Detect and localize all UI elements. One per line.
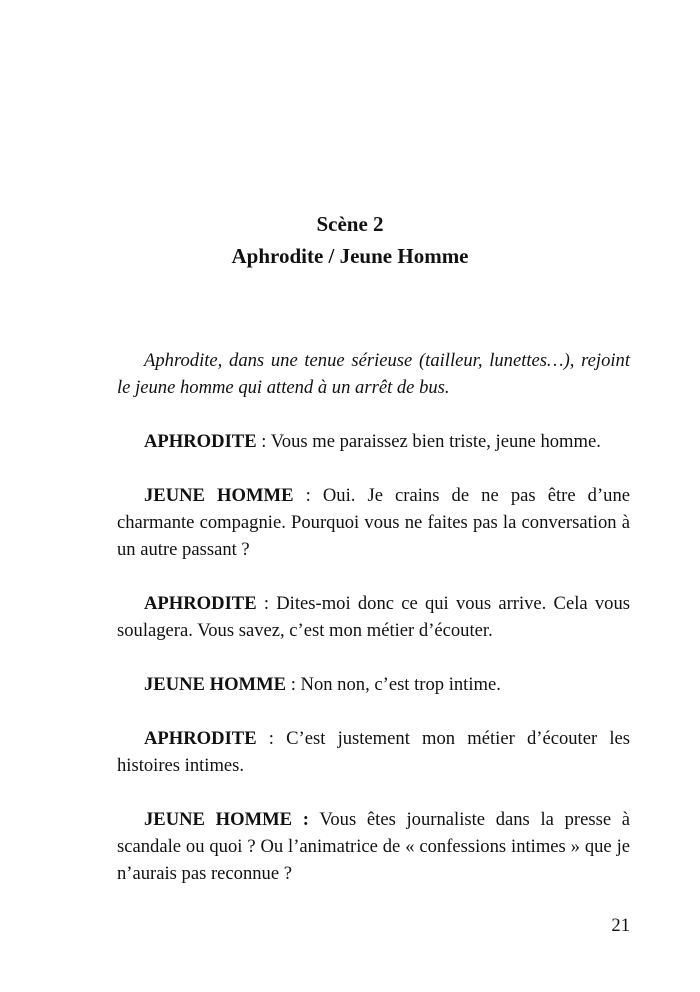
speaker-name: APHRODITE	[144, 728, 257, 749]
dialogue-text: Vous me paraissez bien triste, jeune homme.	[270, 431, 601, 452]
play-text	[117, 347, 630, 914]
speaker-separator	[309, 809, 319, 830]
dialogue-line	[117, 590, 630, 644]
speaker-separator: :	[256, 728, 287, 749]
speaker-separator: :	[286, 674, 301, 695]
scene-characters-heading: Aphrodite / Jeune Homme	[231, 244, 469, 268]
stage-direction: Aphrodite, dans une tenue sérieuse (tailleur, lunettes…), rejoint le jeune homme qui attend à un arrêt de bus.	[117, 350, 630, 398]
speaker-name: JEUNE HOMME	[144, 485, 294, 506]
scene-number-heading: Scène 2	[316, 212, 384, 236]
dialogue-line	[117, 806, 630, 887]
dialogue-line	[117, 671, 630, 698]
speaker-name: JEUNE HOMME	[144, 674, 287, 695]
dialogue-text: Oui. Je crains de ne pas être d’une charmante compagnie. Pourquoi vous ne faites pas la conversation à un autre passant ?	[117, 485, 630, 560]
page-number: 21	[611, 915, 630, 936]
speaker-separator: :	[293, 485, 323, 506]
dialogue-line	[117, 428, 630, 455]
speaker-name: APHRODITE	[144, 431, 257, 452]
speaker-name: JEUNE HOMME :	[144, 809, 309, 830]
dialogue-line	[117, 482, 630, 563]
dialogue-text: Vous êtes journaliste dans la presse à scandale ou quoi ? Ou l’animatrice de « confessions intimes » que je n’aurais pas reconnue ?	[117, 809, 631, 884]
dialogue-text: C’est justement mon métier d’écouter les histoires intimes.	[117, 728, 630, 776]
speaker-name: APHRODITE	[144, 593, 257, 614]
dialogue-text: Non non, c’est trop intime.	[300, 674, 501, 695]
dialogue-line	[117, 725, 630, 779]
speaker-separator: :	[256, 593, 277, 614]
dialogue-text: Dites-moi donc ce qui vous arrive. Cela vous soulagera. Vous savez, c’est mon métier d’écouter.	[117, 593, 630, 641]
speaker-separator: :	[256, 431, 271, 452]
